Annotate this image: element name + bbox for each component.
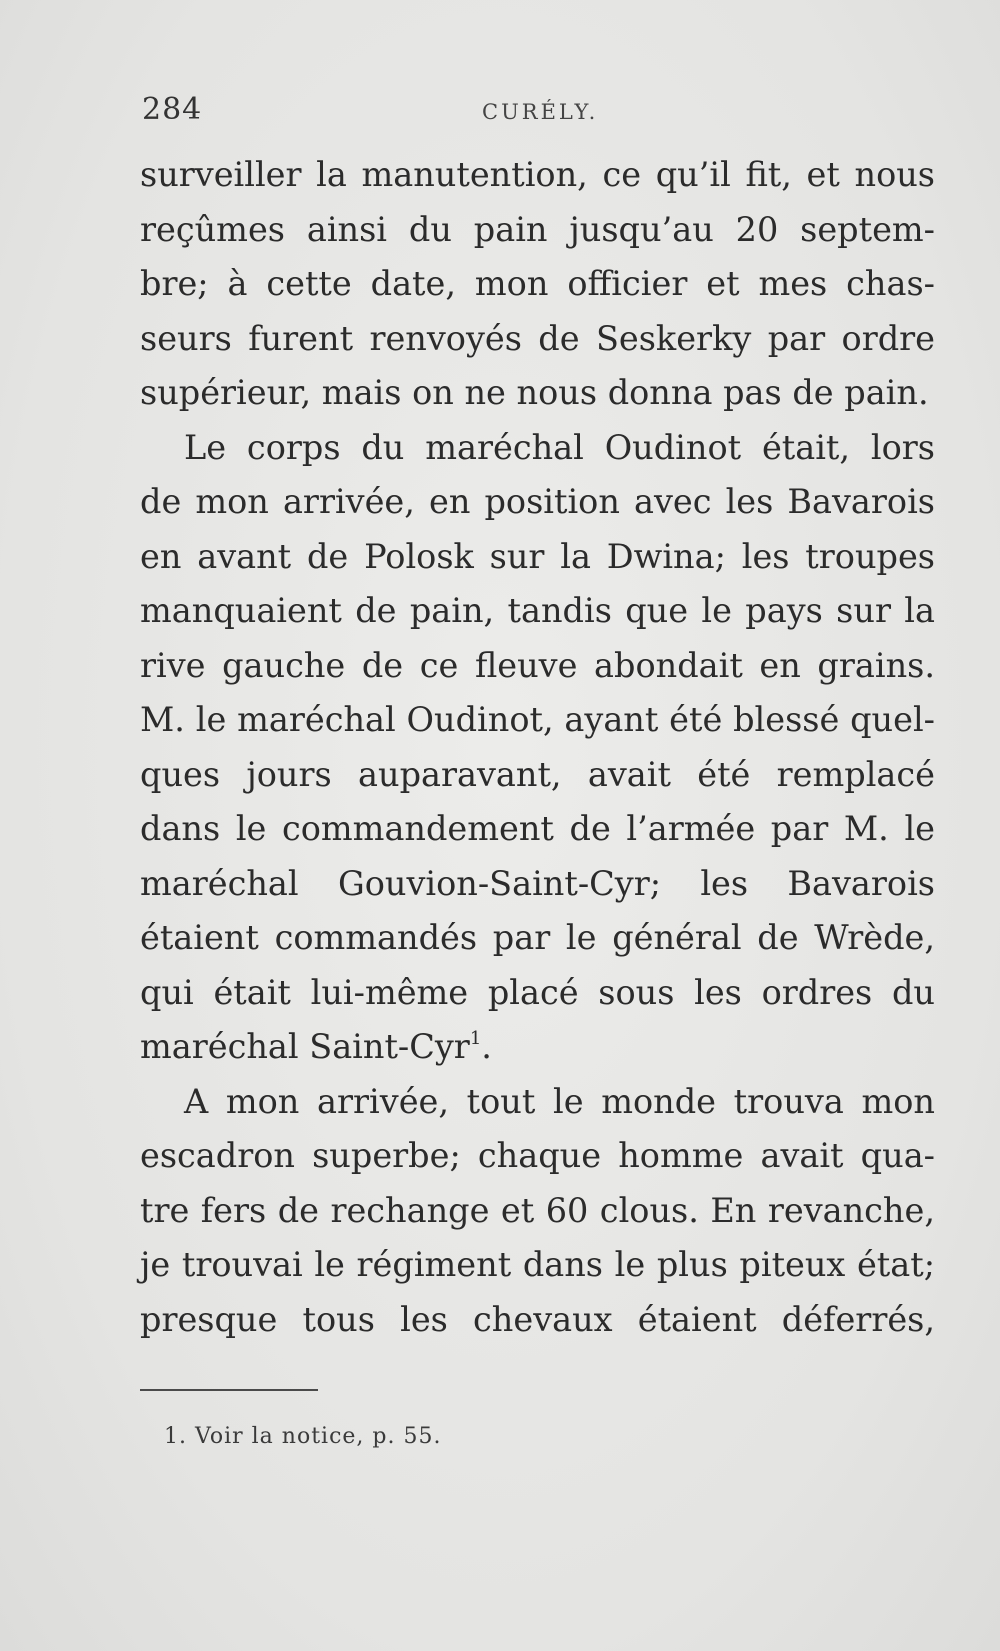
text-line: presque tous les chevaux étaient déferrés,	[140, 1299, 935, 1339]
body-text	[140, 148, 935, 1347]
text-line: étaient commandés par le général de Wrède,	[140, 918, 935, 957]
text-line: bre; à cette date, mon officier et mes chas-	[140, 264, 935, 303]
page-number: 284	[142, 92, 203, 127]
text-line: je trouvai le régiment dans le plus piteux état;	[140, 1245, 935, 1284]
text-line: seurs furent renvoyés de Seskerky par ordre	[140, 318, 935, 358]
footnote-reference: 1	[469, 1027, 482, 1049]
footnote-divider	[140, 1389, 318, 1391]
text-line: reçûmes ainsi du pain jusqu’au 20 septem-	[140, 209, 935, 249]
footnote: 1. Voir la notice, p. 55.	[164, 1424, 442, 1449]
text-line: escadron superbe; chaque homme avait qua-	[140, 1136, 935, 1175]
text-line: A mon arrivée, tout le monde trouva mon	[184, 1081, 935, 1121]
text-line: M. le maréchal Oudinot, ayant été blessé quel-	[140, 700, 935, 739]
sentence-period: .	[481, 1027, 492, 1066]
text-line: de mon arrivée, en position avec les Bavarois	[140, 482, 935, 521]
text-line: qui était lui-même placé sous les ordres du	[140, 972, 935, 1012]
page-header	[142, 92, 932, 132]
text-line: surveiller la manutention, ce qu’il fit, et nous	[140, 155, 935, 194]
text-line: en avant de Polosk sur la Dwina; les troupes	[140, 536, 935, 576]
text-line-with-footnote	[140, 1020, 935, 1075]
text-line: supérieur, mais on ne nous donna pas de pain.	[140, 373, 929, 412]
text-line: manquaient de pain, tandis que le pays sur la	[140, 591, 935, 630]
text-line: tre fers de rechange et 60 clous. En revanche,	[140, 1190, 935, 1230]
text-line: rive gauche de ce fleuve abondait en grains.	[140, 645, 935, 685]
running-head: CURÉLY.	[482, 100, 599, 124]
text-line: dans le commandement de l’armée par M. le	[140, 809, 935, 848]
text-line: Le corps du maréchal Oudinot était, lors	[184, 427, 935, 467]
text-line: maréchal Gouvion-Saint-Cyr; les Bavarois	[140, 863, 935, 903]
text-line-content: maréchal Saint-Cyr	[140, 1027, 470, 1066]
text-line: ques jours auparavant, avait été remplacé	[140, 754, 935, 794]
